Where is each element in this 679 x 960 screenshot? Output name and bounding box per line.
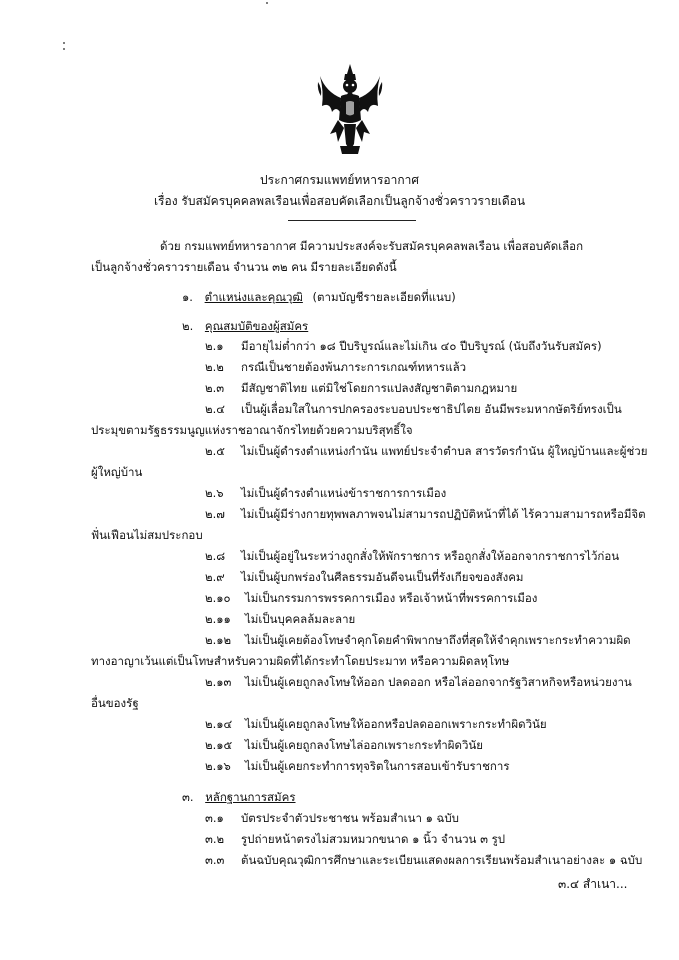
item-number: ๒.๑๓ (205, 675, 232, 689)
item-number: ๒.๑๖ (205, 759, 231, 773)
item-text: มีอายุไม่ต่ำกว่า ๑๘ ปีบริบูรณ์และไม่เกิน ๔๐ ปีบริบูรณ์ (นับถึงวันรับสมัคร) (241, 339, 602, 353)
list-item (205, 811, 459, 826)
list-item (205, 507, 646, 522)
section-title: หลักฐานการสมัคร (205, 790, 296, 804)
item-text: ไม่เป็นผู้เคยกระทำการทุจริตในการสอบเข้ารับราชการ (245, 759, 510, 773)
garuda-emblem-icon (316, 62, 384, 156)
item-text: เป็นผู้เลื่อมใสในการปกครองระบอบประชาธิปไตย อันมีพระมหากษัตริย์ทรงเป็น (241, 402, 622, 416)
continued-marker: ๓.๔ สำเนา... (558, 877, 628, 891)
section-2-heading (182, 319, 308, 334)
announcement-issuer: ประกาศกรมแพทย์ทหารอากาศ (260, 173, 419, 187)
section-title: คุณสมบัติของผู้สมัคร (204, 319, 309, 333)
section-number: ๓. (182, 790, 194, 804)
list-item (205, 570, 524, 585)
item-text: ไม่เป็นผู้ดำรงตำแหน่งกำนัน แพทย์ประจำตำบล สารวัตรกำนัน ผู้ใหญ่บ้านและผู้ช่วย (241, 444, 648, 458)
item-text: ไม่เป็นผู้ดำรงตำแหน่งข้าราชการการเมือง (241, 486, 447, 500)
list-item (205, 759, 510, 774)
item-text: ไม่เป็นกรรมการพรรคการเมือง หรือเจ้าหน้าที่พรรคการเมือง (245, 591, 538, 605)
list-item (205, 738, 484, 753)
item-text: ไม่เป็นผู้มีร่างกายทุพพลภาพจนไม่สามารถปฏิบัติหน้าที่ได้ ไร้ความสามารถหรือมีจิต (241, 507, 646, 521)
item-number: ๒.๕ (205, 444, 225, 458)
section-3-heading (182, 790, 296, 805)
list-item (205, 549, 620, 564)
item-number: ๓.๒ (205, 832, 225, 846)
list-item (205, 612, 356, 627)
announcement-subject: เรื่อง รับสมัครบุคคลพลเรือนเพื่อสอบคัดเลือกเป็นลูกจ้างชั่วคราวรายเดือน (153, 194, 526, 208)
scan-speck (63, 42, 65, 44)
item-number: ๒.๑๐ (205, 591, 231, 605)
list-item (205, 486, 447, 501)
item-number: ๒.๑๕ (205, 738, 233, 752)
item-text: ไม่เป็นผู้เคยถูกลงโทษไล่ออกเพราะกระทำผิดวินัย (245, 738, 484, 752)
list-item (205, 717, 547, 732)
list-item (205, 444, 648, 459)
item-text: รูปถ่ายหน้าตรงไม่สวมหมวกขนาด ๑ นิ้ว จำนวน ๓ รูป (241, 832, 506, 846)
item-number: ๒.๒ (205, 360, 224, 374)
item-number: ๓.๓ (205, 853, 225, 867)
list-item (205, 675, 632, 690)
list-item-continuation: ทางอาญาเว้นแต่เป็นโทษสำหรับความผิดที่ได้กระทำโดยประมาท หรือความผิดลหุโทษ (91, 654, 510, 668)
item-number: ๒.๘ (205, 549, 226, 563)
item-number: ๒.๑๒ (205, 633, 232, 647)
list-item (205, 591, 538, 606)
list-item (205, 381, 518, 396)
item-number: ๒.๖ (205, 486, 224, 500)
section-title: ตำแหน่งและคุณวุฒิ (204, 290, 303, 304)
item-text: ไม่เป็นผู้เคยถูกลงโทษให้ออก ปลดออก หรือไล่ออกจากรัฐวิสาหกิจหรือหน่วยงาน (245, 675, 632, 689)
item-number: ๒.๔ (205, 402, 225, 416)
section-note: (ตามบัญชีรายละเอียดที่แนบ) (312, 290, 456, 304)
item-text: กรณีเป็นชายต้องพ้นภาระการเกณฑ์ทหารแล้ว (241, 360, 467, 374)
section-number: ๒. (182, 319, 194, 333)
list-item (205, 832, 506, 847)
item-number: ๒.๑ (205, 339, 224, 353)
list-item (205, 853, 643, 868)
list-item-continuation: ประมุขตามรัฐธรรมนูญแห่งราชอาณาจักรไทยด้วยความบริสุทธิ์ใจ (91, 423, 413, 437)
item-text: ไม่เป็นบุคคลล้มละลาย (245, 612, 356, 626)
item-text: ไม่เป็นผู้เคยถูกลงโทษให้ออกหรือปลดออกเพราะกระทำผิดวินัย (245, 717, 547, 731)
item-text: ต้นฉบับคุณวุฒิการศึกษาและระเบียนแสดงผลการเรียนพร้อมสำเนาอย่างละ ๑ ฉบับ (241, 853, 643, 867)
list-item (205, 339, 602, 354)
item-number: ๒.๗ (205, 507, 225, 521)
section-1-heading (182, 290, 456, 305)
item-text: ไม่เป็นผู้เคยต้องโทษจำคุกโดยคำพิพากษาถึงที่สุดให้จำคุกเพราะกระทำความผิด (245, 633, 631, 647)
item-number: ๒.๓ (205, 381, 225, 395)
intro-line-1: ด้วย กรมแพทย์ทหารอากาศ มีความประสงค์จะรับสมัครบุคคลพลเรือน เพื่อสอบคัดเลือก (160, 239, 584, 253)
scan-speck (266, 2, 268, 4)
list-item (205, 402, 622, 417)
section-number: ๑. (182, 290, 193, 304)
list-item-continuation: ผู้ใหญ่บ้าน (91, 465, 143, 479)
item-number: ๓.๑ (205, 811, 224, 825)
list-item-continuation: ฟั่นเฟือนไม่สมประกอบ (91, 528, 203, 542)
item-text: ไม่เป็นผู้บกพร่องในศีลธรรมอันดีจนเป็นที่รังเกียจของสังคม (241, 570, 524, 584)
item-text: ไม่เป็นผู้อยู่ในระหว่างถูกสั่งให้พักราชการ หรือถูกสั่งให้ออกจากราชการไว้ก่อน (241, 549, 620, 563)
item-number: ๒.๙ (205, 570, 225, 584)
item-text: มีสัญชาติไทย แต่มิใช่โดยการแปลงสัญชาติตามกฎหมาย (241, 381, 518, 395)
header-divider (288, 220, 416, 221)
intro-line-2: เป็นลูกจ้างชั่วคราวรายเดือน จำนวน ๓๒ คน มีรายละเอียดดังนี้ (91, 260, 397, 274)
list-item (205, 360, 467, 375)
scan-speck (63, 48, 65, 50)
item-text: บัตรประจำตัวประชาชน พร้อมสำเนา ๑ ฉบับ (241, 811, 459, 825)
list-item-continuation: อื่นของรัฐ (91, 696, 139, 710)
item-number: ๒.๑๔ (205, 717, 233, 731)
item-number: ๒.๑๑ (205, 612, 231, 626)
list-item (205, 633, 631, 648)
